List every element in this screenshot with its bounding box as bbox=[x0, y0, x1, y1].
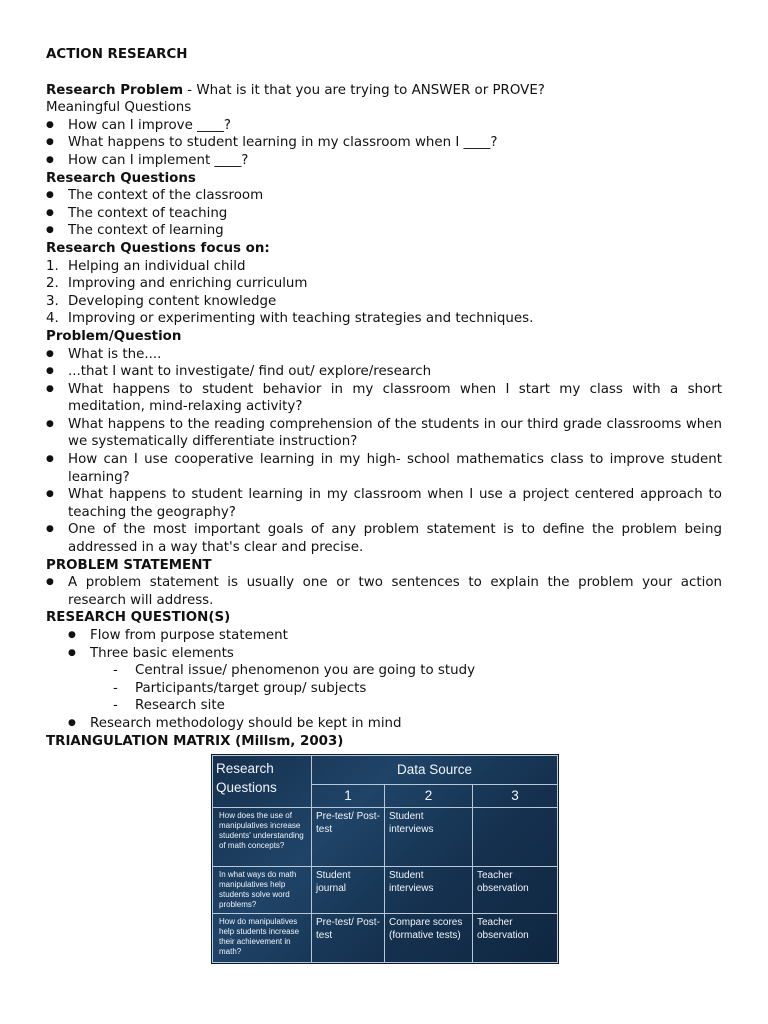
item-number: 4. bbox=[46, 311, 59, 327]
matrix-cell: Pre-test/ Post-test bbox=[312, 914, 385, 963]
problem-question-list bbox=[46, 346, 722, 557]
matrix-header-questions: Research Questions bbox=[213, 756, 312, 808]
research-questions-heading: Research Questions bbox=[46, 170, 196, 186]
item-text: Improving or experimenting with teaching strategies and techniques. bbox=[68, 311, 534, 327]
research-problem-text: - What is it that you are trying to ANSWER or PROVE? bbox=[183, 82, 545, 98]
list-item: ● How can I use cooperative learning in my high- school mathematics class to improve student learning? bbox=[46, 451, 722, 486]
research-questions-list bbox=[46, 187, 722, 240]
list-item: ● What happens to student behavior in my classroom when I start my class with a short meditation, mind-relaxing activity? bbox=[46, 381, 722, 416]
meaningful-questions-list bbox=[46, 117, 722, 170]
list-item: ● A problem statement is usually one or two sentences to explain the problem your action research will address. bbox=[46, 574, 722, 609]
matrix-question: How do manipulatives help students increase their achievement in math? bbox=[213, 914, 312, 963]
matrix-cell: Teacher observation bbox=[473, 914, 558, 963]
list-item: - Research site bbox=[113, 697, 722, 715]
triangulation-matrix-image bbox=[211, 754, 559, 964]
list-item: ● ...that I want to investigate/ find out/ explore/research bbox=[46, 363, 722, 381]
matrix-question: How does the use of manipulatives increase students' understanding of math concepts? bbox=[213, 808, 312, 867]
research-problem-line bbox=[46, 82, 722, 100]
table-row bbox=[213, 914, 558, 963]
matrix-col-number: 2 bbox=[385, 785, 473, 808]
matrix-col-number: 3 bbox=[473, 785, 558, 808]
list-item bbox=[46, 258, 722, 276]
meaningful-questions-heading: Meaningful Questions bbox=[46, 100, 192, 116]
list-item: - Central issue/ phenomenon you are going to study bbox=[113, 662, 722, 680]
list-item: ● The context of learning bbox=[46, 222, 722, 240]
item-text: Developing content knowledge bbox=[68, 293, 277, 309]
list-item: ● What happens to the reading comprehension of the students in our third grade classrooms when we systematically differentiate instruction? bbox=[46, 416, 722, 451]
problem-statement-heading: PROBLEM STATEMENT bbox=[46, 557, 212, 573]
research-questions-2-list bbox=[46, 627, 722, 662]
matrix-cell bbox=[473, 808, 558, 867]
list-item: ● The context of teaching bbox=[46, 205, 722, 223]
matrix-cell: Student interviews bbox=[385, 808, 473, 867]
matrix-cell: Compare scores (formative tests) bbox=[385, 914, 473, 963]
list-item bbox=[46, 275, 722, 293]
item-text: Improving and enriching curriculum bbox=[68, 276, 308, 292]
list-item: ● What happens to student learning in my classroom when I ____? bbox=[46, 134, 722, 152]
matrix-cell: Student interviews bbox=[385, 867, 473, 914]
table-row bbox=[213, 808, 558, 867]
triangulation-matrix-heading: TRIANGULATION MATRIX (Millsm, 2003) bbox=[46, 733, 344, 749]
list-item: ● What happens to student learning in my classroom when I use a project centered approach to teaching the geography? bbox=[46, 486, 722, 521]
list-item: - Participants/target group/ subjects bbox=[113, 680, 722, 698]
list-item: ● How can I improve ____? bbox=[46, 117, 722, 135]
item-text: Helping an individual child bbox=[68, 258, 246, 274]
page-title: ACTION RESEARCH bbox=[46, 47, 188, 62]
matrix-cell: Teacher observation bbox=[473, 867, 558, 914]
item-number: 1. bbox=[46, 258, 59, 274]
problem-question-heading: Problem/Question bbox=[46, 328, 182, 344]
basic-elements-list bbox=[113, 662, 722, 715]
matrix-col-number: 1 bbox=[312, 785, 385, 808]
list-item: ● Flow from purpose statement bbox=[68, 627, 722, 645]
list-item: ● Three basic elements bbox=[68, 645, 722, 663]
research-questions-2-heading: RESEARCH QUESTION(S) bbox=[46, 610, 231, 626]
list-item: ● How can I implement ____? bbox=[46, 152, 722, 170]
list-item: ● The context of the classroom bbox=[46, 187, 722, 205]
research-questions-2-list-cont bbox=[46, 715, 722, 733]
triangulation-matrix-table bbox=[212, 755, 558, 963]
item-number: 3. bbox=[46, 293, 59, 309]
focus-heading: Research Questions focus on: bbox=[46, 240, 270, 256]
list-item: ● Research methodology should be kept in mind bbox=[68, 715, 722, 733]
research-problem-label: Research Problem bbox=[46, 82, 184, 98]
item-number: 2. bbox=[46, 276, 59, 292]
matrix-cell: Pre-test/ Post-test bbox=[312, 808, 385, 867]
list-item bbox=[46, 310, 722, 328]
list-item: ● One of the most important goals of any problem statement is to define the problem being addressed in a way that's clear and precise. bbox=[46, 521, 722, 556]
problem-statement-list bbox=[46, 574, 722, 609]
list-item: ● What is the.... bbox=[46, 346, 722, 364]
list-item bbox=[46, 293, 722, 311]
focus-list bbox=[46, 258, 722, 328]
matrix-cell: Student journal bbox=[312, 867, 385, 914]
table-row bbox=[213, 867, 558, 914]
matrix-header-source: Data Source bbox=[312, 756, 558, 785]
matrix-question: In what ways do math manipulatives help students solve word problems? bbox=[213, 867, 312, 914]
